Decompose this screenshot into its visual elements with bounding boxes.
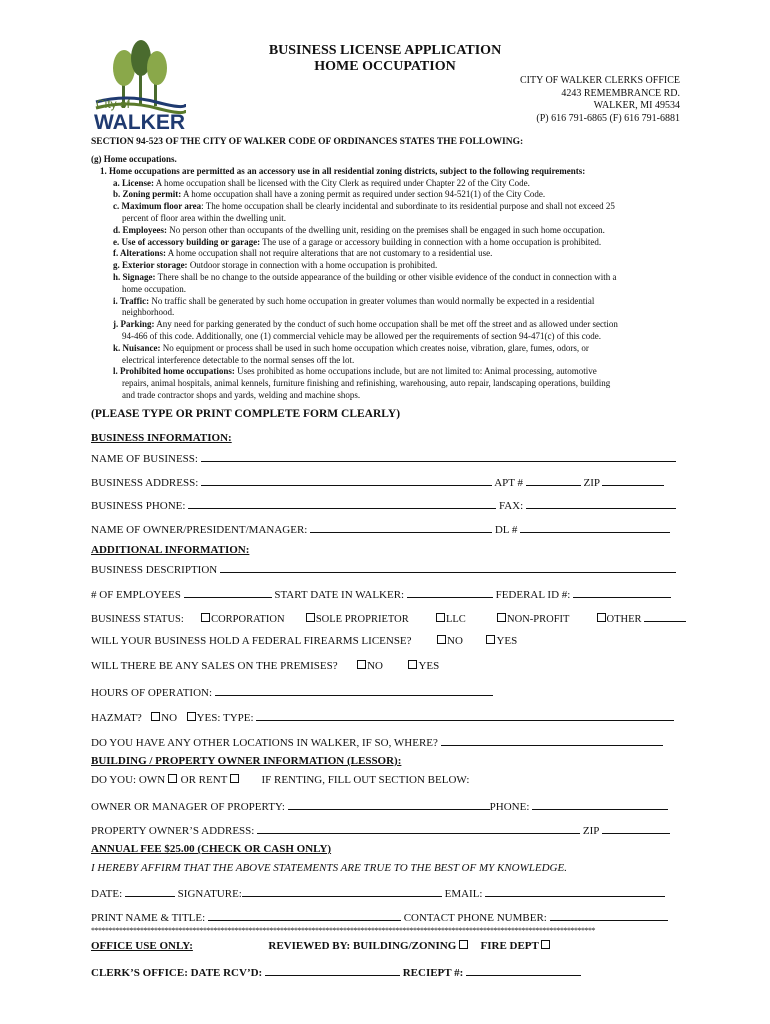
hazmat-no-checkbox[interactable] — [151, 712, 160, 721]
reg-1: 1. Home occupations are permitted as an accessory use in all residential zoning districts, subject to the following requirements: — [100, 165, 586, 176]
reg-item-a: a. License: A home occupation shall be licensed with the City Clerk as required under Chapter 22 of the City Code. — [113, 177, 530, 188]
contact-phone-label: CONTACT PHONE NUMBER: — [403, 912, 547, 924]
sole-proprietor-label: SOLE PROPRIETOR — [315, 614, 409, 625]
sales-no-checkbox[interactable] — [357, 660, 366, 669]
other-label: OTHER — [606, 614, 642, 625]
owner-manager-row — [91, 799, 681, 813]
sales-no-label: NO — [367, 660, 383, 672]
annual-fee-heading: ANNUAL FEE $25.00 (CHECK OR CASH ONLY) — [91, 843, 332, 855]
reg-item-k: k. Nuisance: No equipment or process shall be used in such home occupation which creates noise, vibration, glare, fumes, odors, or — [113, 342, 589, 353]
reg-item-i: i. Traffic: No traffic shall be generated by such home occupation in greater volumes than would normally be expected in a residential — [113, 295, 595, 306]
reg-item-j-cont: 94-466 of this code. Additionally, one (1) commercial vehicle may be allowed per the requirements of section 94-471(c) of this code. — [122, 330, 602, 341]
fire-dept-checkbox[interactable] — [541, 940, 550, 949]
owner-name-row — [91, 522, 681, 536]
business-address-field[interactable] — [201, 475, 492, 486]
apt-label: APT # — [494, 477, 524, 489]
corporation-label: CORPORATION — [211, 614, 285, 625]
owner-address-label: PROPERTY OWNER’S ADDRESS: — [91, 825, 255, 837]
ordinance-text — [91, 154, 681, 402]
employees-label: # OF EMPLOYEES — [91, 589, 181, 601]
additional-info-heading-row — [91, 544, 681, 556]
reg-item-l-cont2: and trade contractor shops and yards, welding and machine shops. — [122, 389, 361, 400]
reg-item-k-cont: electrical interference detectable to the normal senses off the lot. — [122, 354, 355, 365]
sales-yes-checkbox[interactable] — [408, 660, 417, 669]
firearms-yes-checkbox[interactable] — [486, 635, 495, 644]
business-description-field[interactable] — [220, 562, 676, 573]
own-checkbox[interactable] — [168, 774, 177, 783]
sole-proprietor-checkbox[interactable] — [306, 613, 315, 622]
dl-label: DL # — [494, 524, 518, 536]
corporation-checkbox[interactable] — [201, 613, 210, 622]
reg-item-d: d. Employees: No person other than occupants of the dwelling unit, residing on the premises shall be engaged in such home occupation. — [113, 224, 605, 235]
dl-field[interactable] — [520, 522, 670, 533]
other-locations-row — [91, 735, 681, 749]
firearms-no-checkbox[interactable] — [437, 635, 446, 644]
business-status-label: BUSINESS STATUS: — [91, 614, 184, 625]
hours-row — [91, 685, 681, 699]
clerk-date-label: CLERK’S OFFICE: DATE RCV’D: — [91, 967, 263, 979]
email-label: EMAIL: — [444, 888, 483, 900]
other-locations-field[interactable] — [441, 735, 663, 746]
non-profit-checkbox[interactable] — [497, 613, 506, 622]
fax-field[interactable] — [526, 498, 676, 509]
fax-label: FAX: — [498, 500, 524, 512]
sales-label: WILL THERE BE ANY SALES ON THE PREMISES? — [91, 660, 338, 672]
additional-info-heading: ADDITIONAL INFORMATION: — [91, 544, 250, 556]
llc-label: LLC — [445, 614, 466, 625]
firearms-label: WILL YOUR BUSINESS HOLD A FEDERAL FIREARMS LICENSE? — [91, 635, 412, 647]
hazmat-label: HAZMAT? — [91, 712, 142, 724]
clerk-address-block — [520, 75, 680, 125]
employees-field[interactable] — [184, 587, 272, 598]
city-of-walker-logo — [86, 40, 186, 134]
business-info-heading: BUSINESS INFORMATION: — [91, 432, 232, 444]
business-phone-row — [91, 498, 681, 512]
office-city: WALKER, MI 49534 — [593, 100, 680, 111]
apt-field[interactable] — [526, 475, 581, 486]
office-street: 4243 REMEMBRANCE RD. — [561, 87, 680, 99]
hazmat-no-label: NO — [161, 712, 178, 724]
date-field[interactable] — [125, 886, 175, 897]
employees-row — [91, 587, 681, 601]
reviewed-by-label: REVIEWED BY: BUILDING/ZONING — [268, 940, 457, 952]
form-title — [200, 43, 570, 75]
reg-item-g: g. Exterior storage: Outdoor storage in connection with a home occupation is prohibited. — [113, 260, 438, 271]
title-line-2: HOME OCCUPATION — [314, 59, 456, 74]
business-address-row — [91, 475, 681, 489]
hours-label: HOURS OF OPERATION: — [91, 687, 213, 699]
reg-item-j: j. Parking: Any need for parking generated by the conduct of such home occupation shall be met off the street and as allowed under section — [113, 319, 618, 330]
signature-field[interactable] — [242, 886, 442, 897]
separator-stars: ************************************************************************************************************************************************ — [91, 926, 595, 935]
business-phone-label: BUSINESS PHONE: — [91, 500, 186, 512]
building-owner-heading-row — [91, 755, 681, 767]
name-of-business-row — [91, 451, 681, 465]
email-field[interactable] — [485, 886, 665, 897]
office-name: CITY OF WALKER CLERKS OFFICE — [519, 75, 680, 86]
owner-manager-label: OWNER OR MANAGER OF PROPERTY: — [91, 801, 285, 813]
instructions: (PLEASE TYPE OR PRINT COMPLETE FORM CLEARLY) — [91, 408, 401, 420]
receipt-field[interactable] — [466, 965, 581, 976]
building-owner-heading: BUILDING / PROPERTY OWNER INFORMATION (LESSOR): — [91, 755, 402, 767]
contact-phone-field[interactable] — [550, 910, 668, 921]
start-date-label: START DATE IN WALKER: — [274, 589, 405, 601]
fee-row — [91, 843, 681, 855]
business-description-row — [91, 562, 681, 576]
rent-label: OR RENT — [177, 774, 228, 786]
hazmat-yes-checkbox[interactable] — [187, 712, 196, 721]
owner-zip-label: ZIP — [582, 825, 599, 837]
owner-phone-field[interactable] — [532, 799, 668, 810]
reg-item-f: f. Alterations: A home occupation shall not require alterations that are not customary to a residential use. — [113, 248, 493, 259]
affirm-statement: I HEREBY AFFIRM THAT THE ABOVE STATEMENTS ARE TRUE TO THE BEST OF MY KNOWLEDGE. — [91, 862, 567, 874]
firearms-no-label: NO — [447, 635, 463, 647]
receipt-label: RECIEPT #: — [402, 967, 464, 979]
reg-item-i-cont: neighborhood. — [122, 307, 175, 318]
owner-phone-label: PHONE: — [489, 801, 530, 813]
affirm-row — [91, 862, 681, 874]
name-of-business-label: NAME OF BUSINESS: — [91, 453, 198, 465]
reg-item-b: b. Zoning permit: A home occupation shall have a zoning permit as required under section 94-521(1) of the City Code. — [113, 189, 546, 200]
federal-id-label: FEDERAL ID #: — [495, 589, 571, 601]
owner-address-field[interactable] — [257, 823, 580, 834]
business-info-heading-row — [91, 432, 681, 444]
business-status-row — [91, 611, 681, 625]
reg-item-h-cont: home occupation. — [122, 283, 186, 294]
own-label: DO YOU: OWN — [91, 774, 166, 786]
name-of-business-field[interactable] — [201, 451, 676, 462]
sales-row — [91, 660, 681, 672]
other-checkbox[interactable] — [597, 613, 606, 622]
reg-item-c-cont: percent of floor area within the dwelling unit. — [122, 212, 286, 223]
hazmat-row — [91, 710, 681, 724]
if-renting-label: IF RENTING, FILL OUT SECTION BELOW: — [261, 774, 470, 786]
owner-address-row — [91, 823, 681, 837]
print-name-row — [91, 910, 681, 924]
owner-name-label: NAME OF OWNER/PRESIDENT/MANAGER: — [91, 524, 308, 536]
business-description-label: BUSINESS DESCRIPTION — [91, 564, 218, 576]
llc-checkbox[interactable] — [436, 613, 445, 622]
office-use-heading: OFFICE USE ONLY: — [91, 940, 193, 952]
federal-id-field[interactable] — [573, 587, 671, 598]
logo-text-walker: WALKER — [94, 111, 185, 134]
print-name-label: PRINT NAME & TITLE: — [91, 912, 206, 924]
building-zoning-checkbox[interactable] — [459, 940, 468, 949]
print-name-field[interactable] — [208, 910, 401, 921]
sales-yes-label: YES — [418, 660, 440, 672]
owner-zip-field[interactable] — [602, 823, 670, 834]
owner-manager-field[interactable] — [288, 799, 490, 810]
other-locations-label: DO YOU HAVE ANY OTHER LOCATIONS IN WALKER, IF SO, WHERE? — [91, 737, 438, 749]
business-address-label: BUSINESS ADDRESS: — [91, 477, 199, 489]
rent-checkbox[interactable] — [230, 774, 239, 783]
clerk-date-field[interactable] — [265, 965, 400, 976]
date-signature-row — [91, 886, 681, 900]
fire-dept-label: FIRE DEPT — [480, 940, 539, 952]
clerk-row — [91, 965, 681, 979]
signature-label: SIGNATURE: — [177, 888, 242, 900]
zip-label: ZIP — [583, 477, 600, 489]
reg-g: (g) Home occupations. — [91, 154, 177, 164]
zip-field[interactable] — [602, 475, 664, 486]
logo-text-city-of: City of — [96, 97, 131, 111]
business-phone-field[interactable] — [188, 498, 496, 509]
firearms-yes-label: YES — [496, 635, 518, 647]
hours-field[interactable] — [215, 685, 493, 696]
owner-name-field[interactable] — [310, 522, 492, 533]
non-profit-label: NON-PROFIT — [507, 614, 570, 625]
other-field[interactable] — [644, 611, 686, 622]
reg-item-h: h. Signage: There shall be no change to the outside appearance of the building or other visible evidence of the conduct in connection with a — [113, 271, 617, 282]
hazmat-yes-label: YES: TYPE: — [196, 712, 254, 724]
reg-item-l: l. Prohibited home occupations: Uses prohibited as home occupations include, but are not limited to: Animal processing, automotive — [113, 366, 597, 377]
tree-logo-icon — [86, 40, 186, 134]
reg-item-e: e. Use of accessory building or garage: The use of a garage or accessory building in connection with a home occupation is prohibited. — [113, 236, 602, 247]
start-date-field[interactable] — [407, 587, 493, 598]
reg-item-c: c. Maximum floor area: The home occupation shall be clearly incidental and subordinate to its residential purpose and shall not exceed 25 — [113, 201, 615, 212]
firearms-row — [91, 635, 681, 647]
office-phone: (P) 616 791-6865 (F) 616 791-6881 — [536, 112, 680, 124]
date-label: DATE: — [91, 888, 123, 900]
reg-item-l-cont: repairs, animal hospitals, animal kennels, furniture finishing and refinishing, warehousing, auto repair, landscaping operations, building — [122, 378, 611, 389]
title-line-1: BUSINESS LICENSE APPLICATION — [268, 43, 502, 58]
own-rent-row — [91, 774, 681, 786]
section-heading: SECTION 94-523 OF THE CITY OF WALKER CODE OF ORDINANCES STATES THE FOLLOWING: — [91, 137, 524, 147]
office-use-row — [91, 940, 681, 952]
hazmat-type-field[interactable] — [256, 710, 674, 721]
